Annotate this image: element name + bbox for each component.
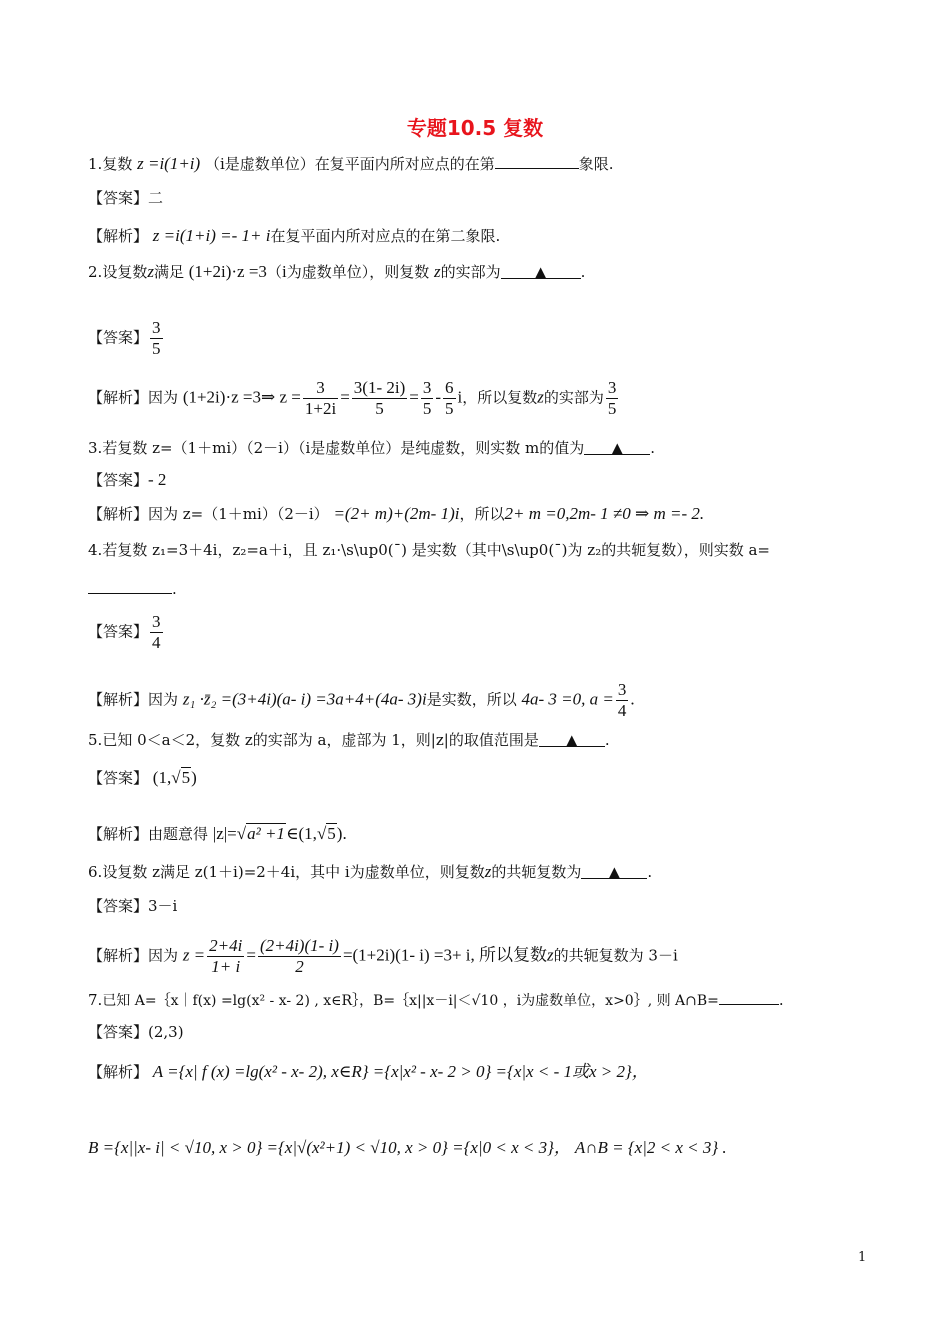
math-expression: z =i(1+i) =- 1+ i: [152, 226, 271, 245]
answer-6: [88, 896, 177, 916]
triangle-icon: ▲: [566, 731, 578, 749]
answer-label: 【答案】: [88, 328, 149, 347]
math-expression: z =i(1+i): [137, 154, 201, 173]
analysis-label: 【解析】: [88, 946, 149, 965]
analysis-label: 【解析】: [88, 388, 149, 407]
fraction: $\frac{3}{5}$: [152, 318, 161, 358]
page-number: 1: [858, 1250, 867, 1265]
answer-label: 【答案】: [88, 897, 149, 915]
analysis-2: 【解析】因为 (1+2i)·z =3⇒ z = $\frac{3}{1+2i}$ = $\frac{3(1- 2i)}{5}$ = $\frac{3}{5}$ - $\frac{6}{5}$ i，所以复数z的实部为 $\frac{3}{5}$: [88, 378, 617, 418]
answer-value: - 2: [148, 470, 167, 489]
answer-label: 【答案】: [88, 1023, 149, 1041]
analysis-label: 【解析】: [88, 505, 149, 523]
answer-label: 【答案】: [88, 189, 149, 207]
analysis-6: 【解析】因为 z = $\frac{2+4i}{1+ i}$ = $\frac{(2+4i)(1- i)}{2}$ =(1+2i)(1- i) =3+ i, 所以复数z的共轭复数为 3－i: [88, 936, 678, 976]
question-4-blank: .: [88, 577, 177, 599]
math-expression: A ={x| f (x) =lg(x² - x- 2), x∈R} ={x|x² - x- 2 > 0} ={x|x < - 1或x > 2}，: [152, 1062, 649, 1081]
answer-blank: [581, 862, 647, 879]
triangle-icon: ▲: [534, 263, 547, 281]
triangle-icon: ▲: [611, 439, 624, 457]
analysis-label: 【解析】: [88, 825, 149, 843]
answer-blank: [495, 152, 579, 169]
answer-label: 【答案】: [88, 622, 149, 641]
analysis-3: 【解析】因为 z=（1＋mi）（2－i） =(2+ m)+(2m- 1)i，所以2+ m =0,2m- 1 ≠0 ⇒ m =- 2.: [88, 504, 705, 523]
answer-label: 【答案】: [88, 471, 149, 489]
answer-value: 二: [148, 189, 164, 207]
question-6: 6.设复数 z满足 z(1＋i)=2＋4i，其中 i为虚数单位，则复数z的共轭复数为 ▲ .: [88, 862, 653, 881]
answer-2: [88, 318, 165, 359]
question-5: 5.已知 0＜a＜2，复数 z的实部为 a，虚部为 1，则|z|的取值范围是 ▲ .: [88, 731, 610, 749]
question-number: 1.: [88, 155, 103, 173]
answer-blank: [584, 438, 650, 455]
answer-label: 【答案】: [88, 769, 149, 787]
answer-blank: [719, 988, 779, 1005]
question-3: 3.若复数 z=（1＋mi）（2－i）（i是虚数单位）是纯虚数，则实数 m的值为 ▲ .: [88, 439, 656, 457]
answer-3: [88, 470, 166, 490]
sqrt: √5: [171, 768, 191, 787]
answer-4: 【答案】 $\frac{3}{4}$: [88, 612, 161, 652]
answer-blank: [501, 262, 581, 279]
answer-blank: [88, 577, 172, 594]
question-1: 1.复数 z =i(1+i) （i是虚数单位）在复平面内所对应点的在第 象限.: [88, 154, 614, 173]
math-expression: B ={x||x- i| < √10, x > 0} ={x|√(x²+1) < √10, x > 0} ={x|0 < x < 3}， A∩B = {x|2 < x < 3} .: [88, 1138, 727, 1157]
math-expression: (1+2i)·z =3⇒ z =: [182, 387, 301, 407]
analysis-7: [88, 1062, 649, 1082]
question-7: 7.已知 A=｛x｜f(x) =lg(x² - x- 2) , x∈R｝，B=｛x||x－i|＜√10 ，i为虚数单位，x>0｝, 则 A∩B= .: [88, 988, 784, 1011]
answer-value: 3－i: [148, 897, 178, 915]
answer-blank: [539, 730, 605, 747]
triangle-icon: ▲: [608, 863, 621, 881]
analysis-5: 【解析】由题意得 |z|=√a² +1∈(1,√5).: [88, 824, 347, 843]
analysis-7-continued: [88, 1138, 727, 1158]
answer-7: [88, 1022, 184, 1042]
math-expression: (1+2i)·z =3: [188, 262, 267, 281]
question-2: 2.设复数z满足 (1+2i)·z =3（i为虚数单位），则复数 z的实部为 ▲ .: [88, 262, 586, 281]
sqrt: √a² +1: [236, 824, 285, 843]
analysis-label: 【解析】: [88, 1063, 149, 1081]
question-4: 4.若复数 z₁=3＋4i，z₂=a＋i，且 z₁·\s\up0(¯) 是实数（其中\s\up0(¯)为 z₂的共轭复数），则实数 a=: [88, 541, 770, 559]
sqrt: √5: [316, 824, 336, 843]
analysis-4: 【解析】因为 z₁ ·z̄₂ =(3+4i)(a- i) =3a+4+(4a- 3)i是实数，所以 4a- 3 =0, a = $\frac{3}{4}$ .: [88, 680, 635, 720]
page-title: 专题10.5 复数: [406, 116, 544, 140]
answer-value: (2,3): [148, 1023, 184, 1041]
analysis-label: 【解析】: [88, 227, 149, 245]
answer-5: 【答案】 (1,√5): [88, 768, 197, 787]
answer-1: [88, 188, 163, 208]
analysis-1: 【解析】 z =i(1+i) =- 1+ i在复平面内所对应点的在第二象限.: [88, 226, 501, 245]
analysis-label: 【解析】: [88, 690, 149, 709]
